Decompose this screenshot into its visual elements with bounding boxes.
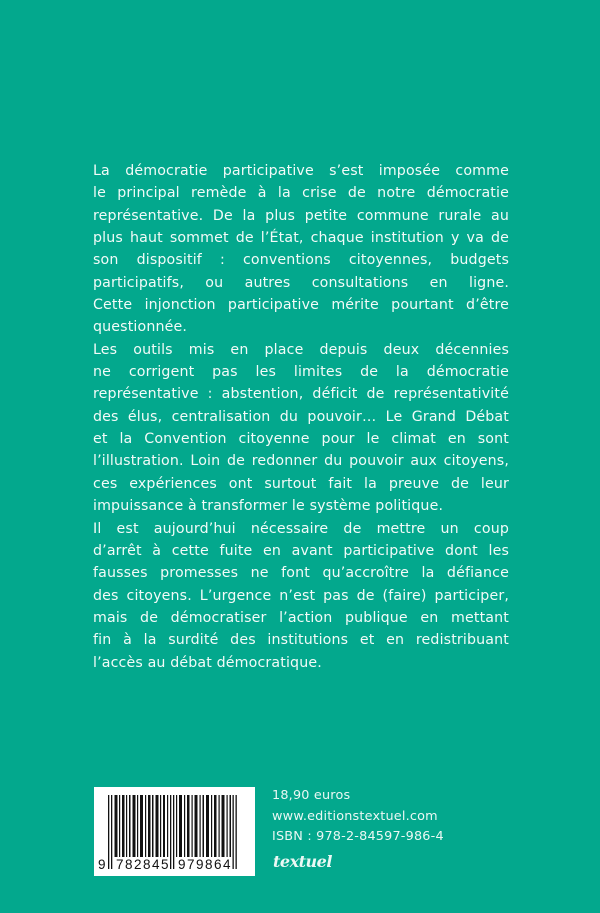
blurb-line: La démocratie participative s’est imposée comme (93, 163, 509, 179)
blurb-line: l’accès au débat démocratique. (93, 654, 322, 671)
blurb-line: ne corrigent pas les limites de la démocratie (93, 364, 509, 381)
blurb-line: fin à la surdité des institutions et en redistribuant (93, 632, 509, 649)
blurb-line: mais de démocratiser l’action publique en mettant (93, 609, 509, 626)
blurb-line: participatifs, ou autres consultations en ligne. (93, 274, 509, 291)
blurb-line: ces expériences ont surtout fait la preuve de leur (93, 475, 509, 492)
blurb-line: représentative. De la plus petite commune rurale au (93, 207, 509, 224)
blurb-line: Il est aujourd’hui nécessaire de mettre un coup (93, 520, 509, 537)
price: 18,90 euros (272, 788, 351, 803)
blurb-line: d’arrêt à cette fuite en avant participative dont les (93, 542, 509, 559)
blurb-line: Cette injonction participative mérite pourtant d’être (93, 297, 509, 314)
book-info (272, 786, 444, 848)
blurb-line: impuissance à transformer le système politique. (93, 498, 444, 515)
blurb-line: plus haut sommet de l’État, chaque institution y va de (93, 230, 509, 247)
blurb-paragraph-1 (93, 160, 509, 339)
publisher-logo: textuel (273, 852, 332, 871)
publisher-website: www.editionstextuel.com (272, 808, 438, 824)
blurb-line: et la Convention citoyenne pour le climat en sont (93, 431, 509, 448)
isbn-barcode (94, 787, 255, 876)
blurb-line: le principal remède à la crise de notre démocratie (93, 185, 509, 202)
blurb-line: son dispositif : conventions citoyennes, budgets (93, 252, 509, 269)
blurb-paragraph-2 (93, 339, 509, 518)
blurb-line: questionnée. (93, 319, 188, 336)
back-cover-blurb (93, 160, 509, 674)
isbn: ISBN : 978-2-84597-986-4 (272, 829, 444, 844)
blurb-line: représentative : abstention, déficit de représentativité (93, 386, 509, 403)
blurb-line: Les outils mis en place depuis deux décennies (93, 341, 509, 358)
blurb-line: des citoyens. L’urgence n’est pas de (faire) participer, (93, 587, 509, 604)
blurb-paragraph-3 (93, 518, 509, 674)
barcode-digits-right: 979864 (178, 857, 233, 872)
blurb-line: l’illustration. Loin de redonner du pouvoir aux citoyens, (93, 453, 509, 470)
blurb-line: des élus, centralisation du pouvoir… Le Grand Débat (93, 408, 509, 425)
blurb-line: fausses promesses ne font qu’accroître la défiance (93, 565, 509, 582)
barcode-digit-first: 9 (98, 857, 106, 872)
barcode-digits-left: 782845 (116, 857, 171, 872)
